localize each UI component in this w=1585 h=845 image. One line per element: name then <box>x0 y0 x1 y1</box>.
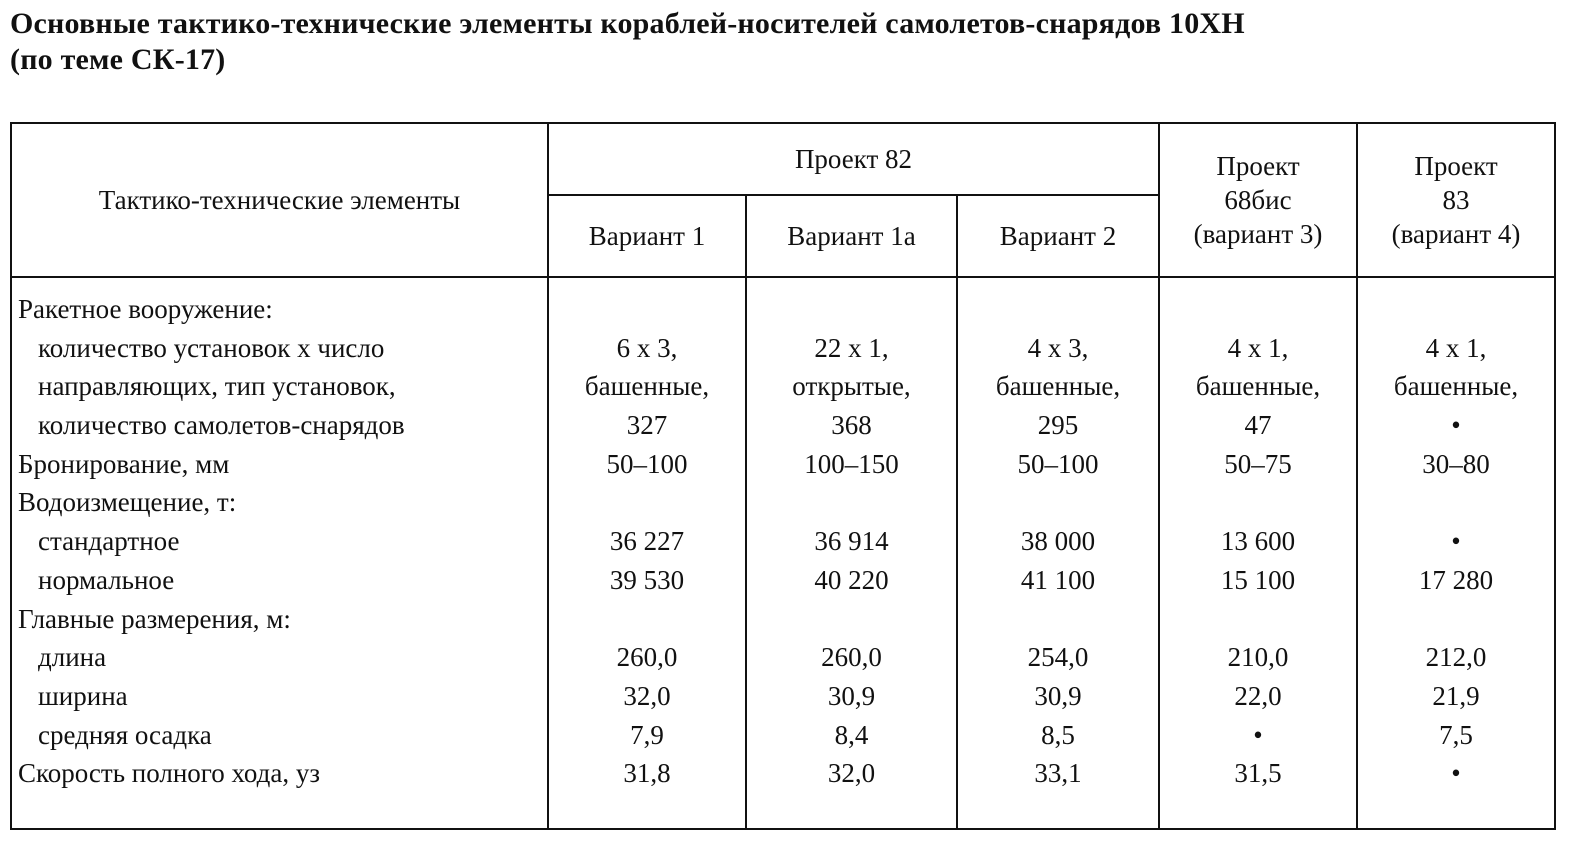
cell: 31,5 <box>1234 758 1282 789</box>
cell: • <box>1253 719 1263 750</box>
document-title <box>10 6 1550 78</box>
cell <box>549 600 745 639</box>
cell: 50–100 <box>606 448 688 479</box>
label-launcher-count: количество установок х число <box>38 332 385 363</box>
cell: 30,9 <box>1034 680 1082 711</box>
header-variant-1a: Вариант 1а <box>746 195 957 277</box>
header-project-83 <box>1357 123 1555 277</box>
header-project-68bis-line3: (вариант 3) <box>1193 219 1323 249</box>
cell: 368 <box>831 410 872 441</box>
cell: 260,0 <box>616 642 678 673</box>
cell: 36 227 <box>609 526 685 557</box>
cell: 254,0 <box>1027 642 1089 673</box>
cell: • <box>1451 526 1461 557</box>
header-project-68bis-line2: 68бис <box>1224 185 1292 215</box>
cell: • <box>1451 410 1461 441</box>
cell: 31,8 <box>623 758 671 789</box>
cell: 7,9 <box>630 719 664 750</box>
label-launcher-type: направляющих, тип установок, <box>38 371 396 402</box>
header-project-83-line2: 83 <box>1442 185 1470 215</box>
cell <box>1358 483 1554 522</box>
cell <box>1358 600 1554 639</box>
header-project-82: Проект 82 <box>548 123 1159 195</box>
title-line-2: (по теме СК-17) <box>10 43 226 76</box>
cell: 6 х 3, <box>616 332 678 363</box>
cell <box>1358 290 1554 329</box>
values-variant-4 <box>1357 277 1555 829</box>
cell <box>549 483 745 522</box>
cell: 22,0 <box>1234 680 1282 711</box>
cell: 4 х 3, <box>1027 332 1089 363</box>
cell: 36 914 <box>814 526 889 557</box>
label-armor: Бронирование, мм <box>18 448 230 479</box>
cell: 327 <box>626 410 668 441</box>
cell: 39 530 <box>609 564 685 595</box>
label-draught: средняя осадка <box>38 719 212 750</box>
cell <box>1160 290 1356 329</box>
cell: 15 100 <box>1220 564 1296 595</box>
header-project-83-line3: (вариант 4) <box>1391 219 1521 249</box>
cell: башенные, <box>584 371 710 402</box>
cell: 50–100 <box>1017 448 1099 479</box>
cell: 30,9 <box>827 680 876 711</box>
cell: 38 000 <box>1020 526 1096 557</box>
cell <box>747 483 956 522</box>
cell <box>747 290 956 329</box>
cell: 13 600 <box>1220 526 1296 557</box>
cell <box>549 290 745 329</box>
cell <box>958 290 1158 329</box>
cell: 212,0 <box>1425 642 1487 673</box>
label-beam: ширина <box>38 680 128 711</box>
cell: 260,0 <box>821 642 882 673</box>
cell: 17 280 <box>1418 564 1494 595</box>
cell: 4 х 1, <box>1227 332 1289 363</box>
cell: 22 х 1, <box>814 332 889 363</box>
cell: 4 х 1, <box>1425 332 1487 363</box>
cell: 8,4 <box>834 719 869 750</box>
title-line-1: Основные тактико-технические элементы кораблей-носителей самолетов-снарядов 10ХН <box>10 7 1245 40</box>
cell: открытые, <box>792 371 911 402</box>
header-project-68bis-line1: Проект <box>1216 151 1300 181</box>
cell: 41 100 <box>1020 564 1096 595</box>
labels-column <box>11 277 548 829</box>
cell <box>958 483 1158 522</box>
header-project-68bis <box>1159 123 1357 277</box>
cell: 40 220 <box>814 564 889 595</box>
cell: 21,9 <box>1432 680 1480 711</box>
cell: 32,0 <box>827 758 876 789</box>
label-length: длина <box>38 642 107 673</box>
cell: башенные, <box>995 371 1121 402</box>
specifications-table <box>10 122 1556 830</box>
cell <box>958 600 1158 639</box>
cell: 7,5 <box>1439 719 1473 750</box>
cell: 33,1 <box>1034 758 1082 789</box>
values-variant-3 <box>1159 277 1357 829</box>
cell: 295 <box>1037 410 1079 441</box>
cell: 8,5 <box>1041 719 1075 750</box>
label-speed: Скорость полного хода, уз <box>18 758 321 789</box>
values-variant-1 <box>548 277 746 829</box>
values-variant-1a <box>746 277 957 829</box>
label-dimensions: Главные размерения, м: <box>18 603 291 634</box>
header-project-83-line1: Проект <box>1414 151 1498 181</box>
cell: 210,0 <box>1227 642 1289 673</box>
cell <box>747 600 956 639</box>
header-variant-2: Вариант 2 <box>957 195 1159 277</box>
label-missile-armament: Ракетное вооружение: <box>18 294 273 324</box>
label-missile-count: количество самолетов-снарядов <box>38 410 405 441</box>
cell: башенные, <box>1393 371 1519 402</box>
cell: 47 <box>1244 410 1272 441</box>
header-param: Тактико-технические элементы <box>11 123 548 277</box>
header-variant-1: Вариант 1 <box>548 195 746 277</box>
cell: 100–150 <box>804 448 899 479</box>
cell: 32,0 <box>623 680 671 711</box>
cell <box>1160 600 1356 639</box>
cell <box>1160 483 1356 522</box>
values-variant-2 <box>957 277 1159 829</box>
cell: башенные, <box>1195 371 1321 402</box>
label-displacement: Водоизмещение, т: <box>18 487 237 518</box>
cell: 50–75 <box>1224 448 1292 479</box>
cell: • <box>1451 758 1461 789</box>
label-standard: стандартное <box>38 526 180 557</box>
cell: 30–80 <box>1422 448 1490 479</box>
label-normal: нормальное <box>38 564 175 595</box>
